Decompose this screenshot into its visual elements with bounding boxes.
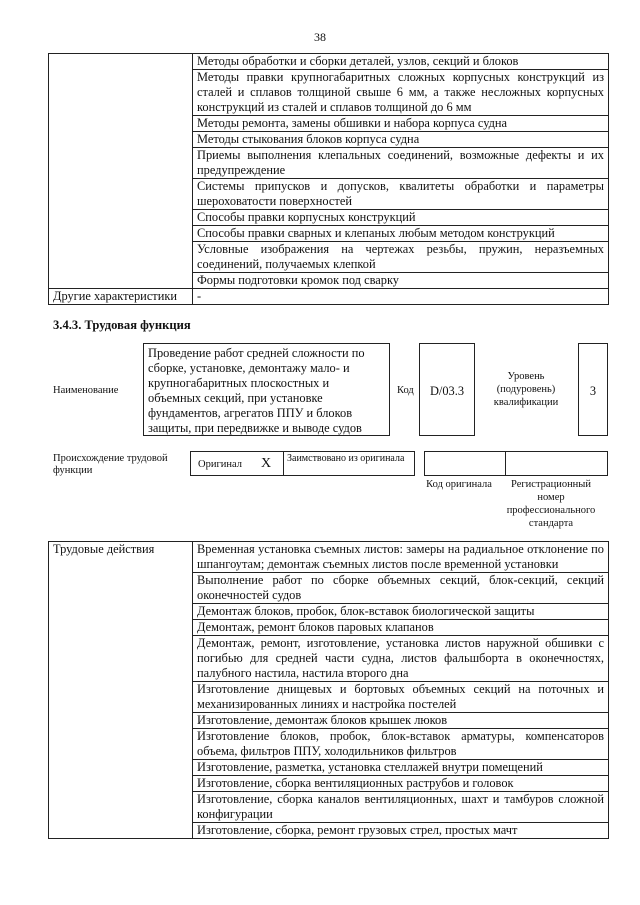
table-cell: Методы правки крупногабаритных сложных корпусных конструкций из сталей и сплавов толщиной свыше 6 мм, а также несложных корпусных конструкций из сталей и сплавов толщиной до 6 мм [193, 70, 609, 116]
table-cell: Изготовление, демонтаж блоков крышек люков [193, 713, 609, 729]
table-cell: Временная установка съемных листов: замеры на радиальное отклонение по шпангоутам; демонтаж съемных листов после временной установки [193, 542, 609, 573]
code-original-cell [424, 451, 506, 476]
table-row [49, 54, 609, 70]
original-label: Оригинал [198, 459, 242, 470]
table-cell: Методы ремонта, замены обшивки и набора корпуса судна [193, 116, 609, 132]
table-cell: Изготовление днищевых и бортовых объемных секций на поточных и механизированных линиях и настройка постелей [193, 682, 609, 713]
table-cell: Формы подготовки кромок под сварку [193, 273, 609, 289]
table-cell: Изготовление, сборка вентиляционных раструбов и головок [193, 776, 609, 792]
table-row [49, 542, 609, 573]
origin-label: Происхождение трудовой функции [53, 453, 168, 476]
knowledge-table [48, 53, 609, 305]
section-title: 3.4.3. Трудовая функция [53, 318, 191, 332]
reg-number-label: Регистрационный номер профессионального стандарта [506, 479, 596, 529]
original-cell [190, 451, 284, 476]
function-name-box: Проведение работ средней сложности по сборке, установке, демонтажу мало- и крупногабаритных плоскостных и объемных секций, при установке фундаментов, агрегатов ППУ и блоков защиты, при передвижке и выводе судов [143, 343, 390, 436]
original-mark: X [261, 456, 272, 471]
page-number: 38 [314, 30, 326, 44]
empty-label-cell [49, 54, 193, 289]
reg-number-cell [505, 451, 608, 476]
labor-actions-label: Трудовые действия [49, 542, 193, 839]
table-cell: Изготовление, сборка каналов вентиляционных, шахт и тамбуров сложной конфигурации [193, 792, 609, 823]
qualification-level-label: Уровень (подуровень) квалификации [493, 371, 559, 408]
table-cell: Приемы выполнения клепальных соединений, возможные дефекты и их предупреждение [193, 148, 609, 179]
table-cell: Демонтаж блоков, пробок, блок-вставок биологической защиты [193, 604, 609, 620]
other-characteristics-label: Другие характеристики [49, 289, 193, 305]
qualification-level-box: 3 [578, 343, 608, 436]
table-cell: Изготовление блоков, пробок, блок-вставок арматуры, компенсаторов объема, фильтров ППУ, холодильников фильтров [193, 729, 609, 760]
borrowed-label: Заимствовано из оригинала [287, 453, 405, 464]
code-label: Код [397, 385, 414, 396]
table-cell: Способы правки корпусных конструкций [193, 210, 609, 226]
origin-row [190, 451, 608, 476]
name-label: Наименование [53, 385, 119, 396]
table-cell: Изготовление, сборка, ремонт грузовых стрел, простых мачт [193, 823, 609, 839]
table-cell: Системы припусков и допусков, квалитеты обработки и параметры шероховатости поверхностей [193, 179, 609, 210]
function-code-box: D/03.3 [419, 343, 475, 436]
table-cell: Демонтаж, ремонт блоков паровых клапанов [193, 620, 609, 636]
table-cell: Демонтаж, ремонт, изготовление, установка листов наружной обшивки с погибью для средней части судна, листов фальшборта в оконечностях, палубного настила, настила второго дна [193, 636, 609, 682]
table-cell: Условные изображения на чертежах резьбы, пружин, неразъемных соединений, получаемых клепкой [193, 242, 609, 273]
table-cell: Выполнение работ по сборке объемных секций, блок-секций, секций оконечностей судов [193, 573, 609, 604]
other-characteristics-value: - [193, 289, 609, 305]
table-cell: Методы обработки и сборки деталей, узлов, секций и блоков [193, 54, 609, 70]
table-cell: Методы стыкования блоков корпуса судна [193, 132, 609, 148]
table-cell: Способы правки сварных и клепаных любым методом конструкций [193, 226, 609, 242]
labor-actions-table [48, 541, 609, 839]
table-row [49, 289, 609, 305]
code-original-label: Код оригинала [426, 479, 492, 490]
table-cell: Изготовление, разметка, установка стеллажей внутри помещений [193, 760, 609, 776]
borrowed-cell [283, 451, 415, 476]
